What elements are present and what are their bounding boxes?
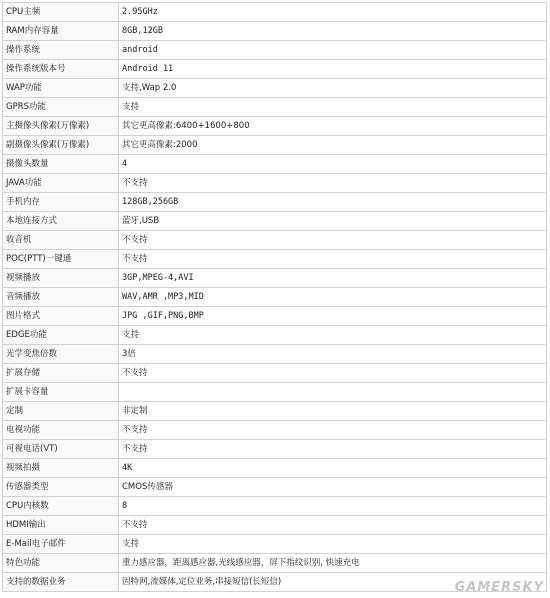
spec-label: 视频播放 bbox=[3, 269, 119, 288]
spec-row bbox=[3, 364, 547, 383]
spec-row bbox=[3, 497, 547, 516]
spec-value: CMOS传感器 bbox=[119, 478, 547, 497]
spec-table-body bbox=[3, 3, 547, 592]
spec-label: CPU内核数 bbox=[3, 497, 119, 516]
spec-row bbox=[3, 155, 547, 174]
spec-row bbox=[3, 516, 547, 535]
spec-row bbox=[3, 98, 547, 117]
spec-value: 蓝牙,USB bbox=[119, 212, 547, 231]
spec-value: 4K bbox=[119, 459, 547, 478]
spec-label: JAVA功能 bbox=[3, 174, 119, 193]
spec-label: 收音机 bbox=[3, 231, 119, 250]
spec-value: 不支持 bbox=[119, 364, 547, 383]
spec-label: 扩展卡容量 bbox=[3, 383, 119, 402]
spec-value: 重力感应器，距离感应器,光线感应器，屏下指纹识别, 快速充电 bbox=[119, 554, 547, 573]
spec-value: 其它更高像素:6400+1600+800 bbox=[119, 117, 547, 136]
spec-value: 不支持 bbox=[119, 174, 547, 193]
spec-label: 视频拍摄 bbox=[3, 459, 119, 478]
spec-label: 支持的数据业务 bbox=[3, 573, 119, 592]
spec-value: 2.95GHz bbox=[119, 3, 547, 22]
spec-label: 本地连接方式 bbox=[3, 212, 119, 231]
spec-value: 不支持 bbox=[119, 516, 547, 535]
spec-label: 主摄像头像素(万像素) bbox=[3, 117, 119, 136]
spec-label: 扩展存储 bbox=[3, 364, 119, 383]
spec-row bbox=[3, 421, 547, 440]
spec-label: WAP功能 bbox=[3, 79, 119, 98]
spec-row bbox=[3, 250, 547, 269]
spec-row bbox=[3, 136, 547, 155]
spec-label: 音频播放 bbox=[3, 288, 119, 307]
spec-row bbox=[3, 212, 547, 231]
spec-row bbox=[3, 22, 547, 41]
spec-row bbox=[3, 383, 547, 402]
spec-value: 8GB,12GB bbox=[119, 22, 547, 41]
spec-value: 支持 bbox=[119, 535, 547, 554]
spec-row bbox=[3, 535, 547, 554]
spec-row bbox=[3, 117, 547, 136]
spec-value: 其它更高像素:2000 bbox=[119, 136, 547, 155]
spec-value: 不支持 bbox=[119, 421, 547, 440]
spec-label: 摄像头数量 bbox=[3, 155, 119, 174]
spec-row bbox=[3, 345, 547, 364]
spec-label: 操作系统版本号 bbox=[3, 60, 119, 79]
spec-value: 支持 bbox=[119, 98, 547, 117]
spec-row bbox=[3, 174, 547, 193]
spec-value: 3倍 bbox=[119, 345, 547, 364]
spec-label: GPRS功能 bbox=[3, 98, 119, 117]
spec-label: EDGE功能 bbox=[3, 326, 119, 345]
spec-label: 光学变焦倍数 bbox=[3, 345, 119, 364]
spec-label: 操作系统 bbox=[3, 41, 119, 60]
spec-value: 不支持 bbox=[119, 231, 547, 250]
spec-label: 定制 bbox=[3, 402, 119, 421]
spec-label: 图片格式 bbox=[3, 307, 119, 326]
spec-value: 支持 bbox=[119, 326, 547, 345]
spec-row bbox=[3, 231, 547, 250]
spec-row bbox=[3, 459, 547, 478]
spec-row bbox=[3, 3, 547, 22]
spec-value: 不支持 bbox=[119, 250, 547, 269]
spec-label: HDMI输出 bbox=[3, 516, 119, 535]
spec-label: 传感器类型 bbox=[3, 478, 119, 497]
spec-value: android bbox=[119, 41, 547, 60]
spec-label: RAM内存容量 bbox=[3, 22, 119, 41]
spec-value: 128GB,256GB bbox=[119, 193, 547, 212]
spec-row bbox=[3, 440, 547, 459]
spec-label: 手机内存 bbox=[3, 193, 119, 212]
spec-value bbox=[119, 383, 547, 402]
spec-row bbox=[3, 79, 547, 98]
spec-label: POC(PTT)一键通 bbox=[3, 250, 119, 269]
spec-label: E-Mail电子邮件 bbox=[3, 535, 119, 554]
spec-value: JPG ,GIF,PNG,BMP bbox=[119, 307, 547, 326]
spec-row bbox=[3, 41, 547, 60]
spec-row bbox=[3, 288, 547, 307]
spec-row bbox=[3, 478, 547, 497]
spec-value: WAV,AMR ,MP3,MID bbox=[119, 288, 547, 307]
spec-label: 可视电话(VT) bbox=[3, 440, 119, 459]
spec-label: CPU主频 bbox=[3, 3, 119, 22]
spec-value: 不支持 bbox=[119, 440, 547, 459]
spec-value: 8 bbox=[119, 497, 547, 516]
spec-row bbox=[3, 193, 547, 212]
spec-row bbox=[3, 307, 547, 326]
spec-value: 3GP,MPEG-4,AVI bbox=[119, 269, 547, 288]
spec-value: 4 bbox=[119, 155, 547, 174]
spec-table bbox=[2, 2, 547, 592]
spec-row bbox=[3, 269, 547, 288]
spec-value: 非定制 bbox=[119, 402, 547, 421]
spec-label: 副摄像头像素(万像素) bbox=[3, 136, 119, 155]
spec-row bbox=[3, 326, 547, 345]
spec-row bbox=[3, 60, 547, 79]
spec-value: 因特网,流媒体,定位业务,串接短信(长短信) bbox=[119, 573, 547, 592]
spec-label: 电视功能 bbox=[3, 421, 119, 440]
spec-value: Android 11 bbox=[119, 60, 547, 79]
watermark-logo: GAMERSKY bbox=[454, 580, 544, 595]
spec-row bbox=[3, 402, 547, 421]
spec-label: 特色功能 bbox=[3, 554, 119, 573]
spec-row bbox=[3, 554, 547, 573]
spec-value: 支持,Wap 2.0 bbox=[119, 79, 547, 98]
spec-table-container bbox=[2, 2, 547, 592]
